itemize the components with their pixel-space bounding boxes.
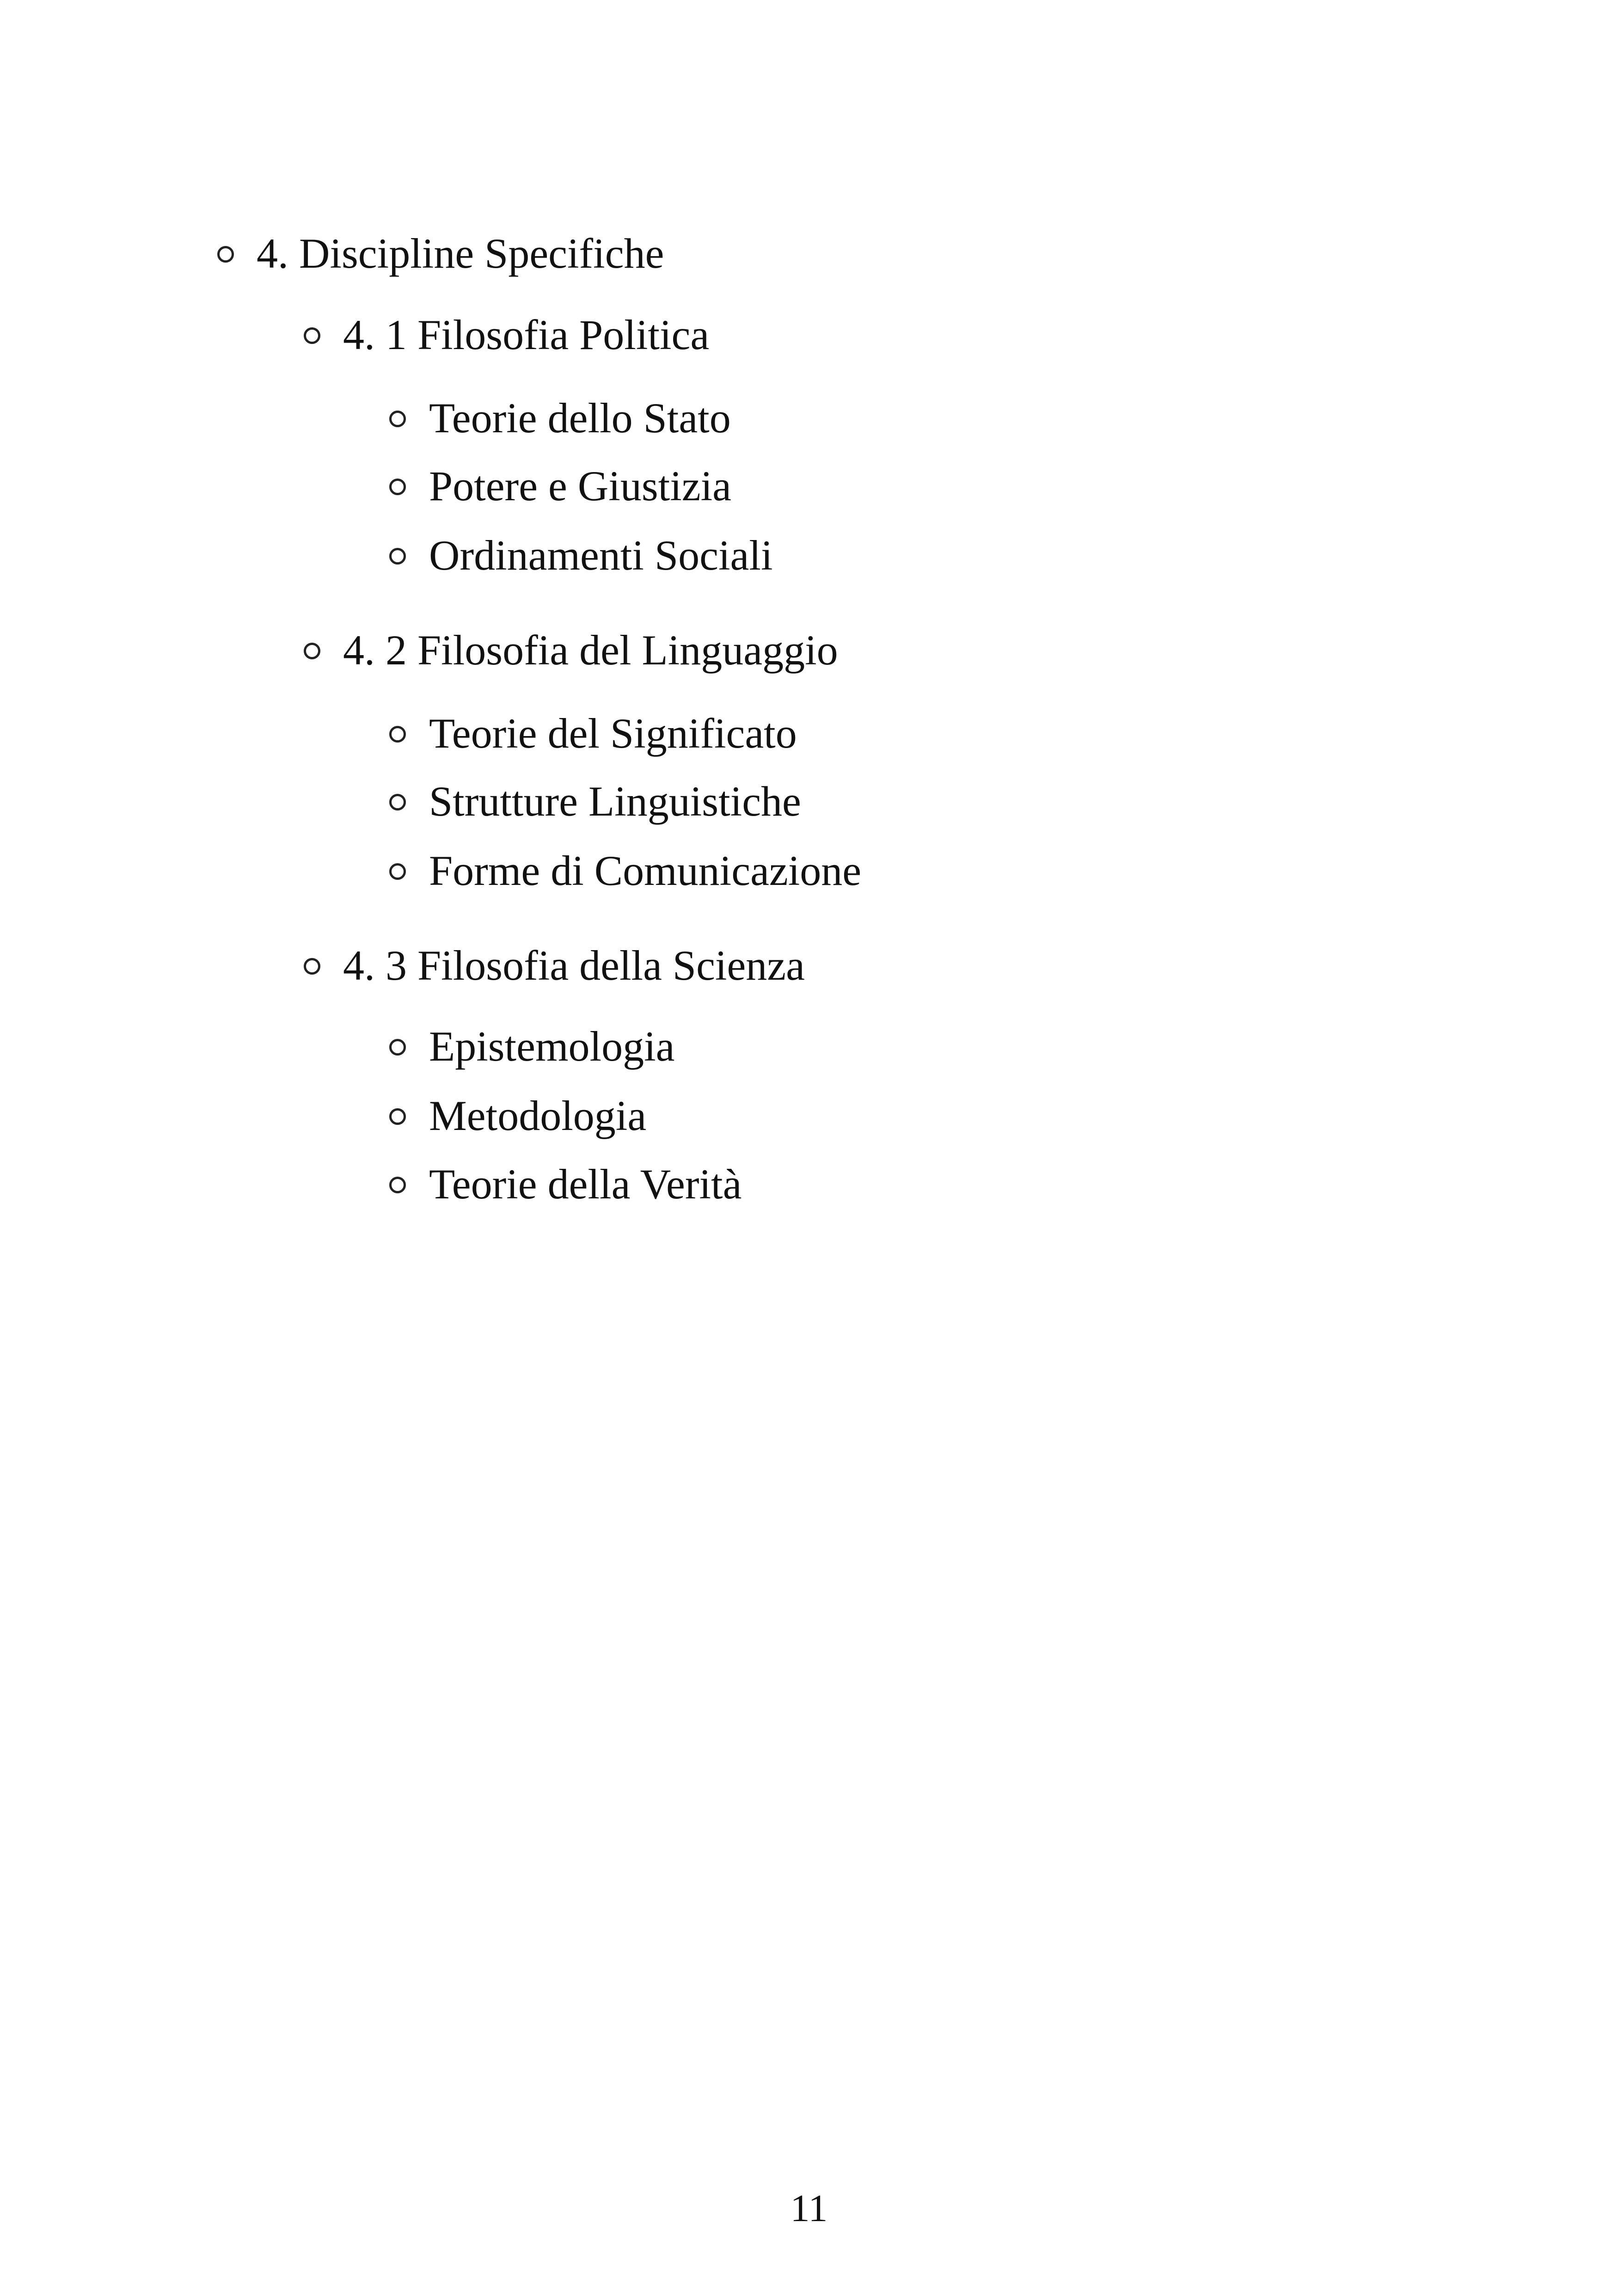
list-item: Strutture Linguistiche	[429, 778, 801, 825]
bullet-icon	[389, 863, 406, 880]
subsection-heading: 4. 3 Filosofia della Scienza	[343, 942, 805, 989]
bullet-icon	[389, 548, 406, 565]
bullet-icon	[389, 726, 406, 743]
list-item: Teorie dello Stato	[429, 394, 731, 442]
bullet-icon	[304, 643, 320, 659]
list-item: Metodologia	[429, 1092, 647, 1139]
bullet-icon	[389, 794, 406, 810]
bullet-icon	[217, 246, 234, 263]
bullet-icon	[389, 479, 406, 495]
bullet-icon	[304, 327, 320, 344]
bullet-icon	[389, 1108, 406, 1125]
subsection-heading: 4. 2 Filosofia del Linguaggio	[343, 626, 838, 674]
list-item: Potere e Giustizia	[429, 462, 732, 510]
section-heading: 4. Discipline Specifiche	[257, 230, 664, 277]
bullet-icon	[389, 1039, 406, 1056]
subsection-heading: 4. 1 Filosofia Politica	[343, 311, 710, 358]
bullet-icon	[304, 958, 320, 975]
list-item: Epistemologia	[429, 1023, 675, 1070]
list-item: Ordinamenti Sociali	[429, 532, 773, 579]
list-item: Teorie del Significato	[429, 710, 797, 757]
page-number: 11	[790, 2187, 828, 2230]
bullet-icon	[389, 411, 406, 427]
list-item: Teorie della Verità	[429, 1160, 742, 1208]
bullet-icon	[389, 1177, 406, 1193]
list-item: Forme di Comunicazione	[429, 847, 862, 894]
